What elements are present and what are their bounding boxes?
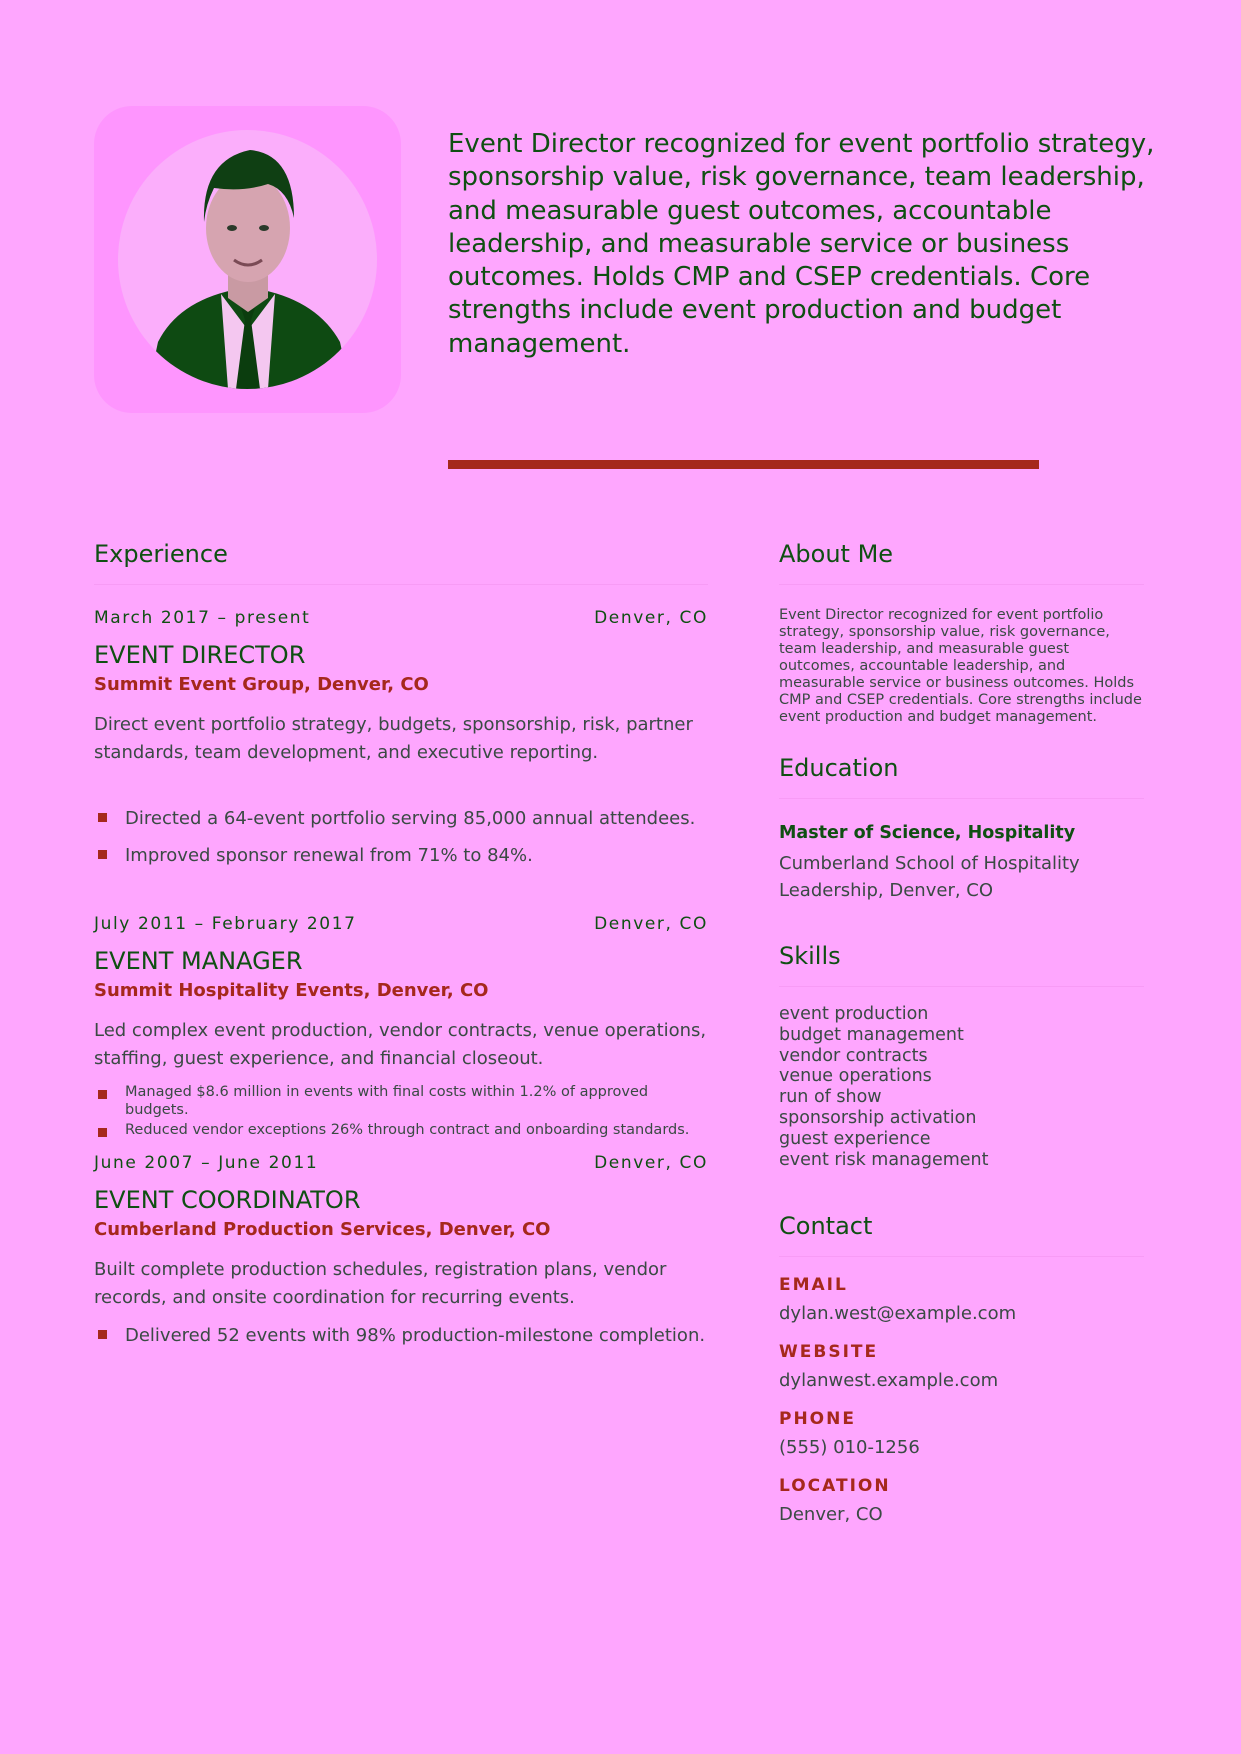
experience-title: Experience [94,540,708,585]
job-entry [94,1153,708,1348]
job-meta [94,1153,708,1173]
education-degree: Master of Science, Hospitality [779,823,1076,843]
contact-title: Contact [779,1212,1144,1257]
contact-label-website: WEBSITE [779,1342,879,1363]
person-silhouette-icon [118,130,377,389]
header-summary: Event Director recognized for event portfolio strategy, sponsorship value, risk governance, team leadership, and measurable guest outcomes, accountable leadership, and measurable service or business outcomes. Holds CMP and CSEP credentials. Core strengths include event production and budget management. [448,129,1155,359]
job-bullets [94,1083,708,1139]
bullet-square-icon [98,1090,107,1099]
bullet-square-icon [98,813,107,822]
list-item: Managed $8.6 million in events with final costs within 1.2% of approved budgets. [94,1083,708,1119]
skill-item: run of show [779,1087,882,1108]
job-dates: June 2007 – June 2011 [94,1153,319,1173]
job-dates: March 2017 – present [94,608,311,628]
job-entry [94,914,708,1139]
experience-section [94,540,708,1361]
job-location: Denver, CO [594,608,708,628]
job-meta [94,914,708,934]
profile-photo [118,130,377,389]
contact-website[interactable]: dylanwest.example.com [779,1370,999,1392]
contact-email[interactable]: dylan.west@example.com [779,1303,1017,1325]
bullet-square-icon [98,850,107,859]
job-company: Summit Event Group, Denver, CO [94,674,429,695]
skill-item: guest experience [779,1128,931,1149]
bullet-square-icon [98,1330,107,1339]
accent-divider [448,460,1039,469]
list-item: Delivered 52 events with 98% production-milestone completion. [94,1324,708,1348]
job-entry [94,608,708,868]
contact-list [779,1275,1144,1525]
bullet-square-icon [98,1128,107,1137]
about-text: Event Director recognized for event portfolio strategy, sponsorship value, risk governance, team leadership, and measurable guest outcomes, accountable leadership, and measurable service or business outcomes. Holds CMP and CSEP credentials. Core strengths include event production and budget management. [779,607,1142,725]
job-location: Denver, CO [594,914,708,934]
skills-list [779,1004,1144,1170]
list-item: Reduced vendor exceptions 26% through contract and onboarding standards. [94,1121,708,1139]
list-item: Improved sponsor renewal from 71% to 84%. [94,844,708,868]
job-description: Built complete production schedules, registration plans, vendor records, and onsite coordination for recurring events. [94,1259,667,1308]
job-meta [94,608,708,628]
contact-label-email: EMAIL [779,1275,848,1296]
job-bullets [94,1324,708,1348]
education-school: Cumberland School of Hospitality Leadership, Denver, CO [779,853,1080,901]
sidebar-column [779,540,1144,1525]
skill-item: event production [779,1004,929,1024]
skill-item: sponsorship activation [779,1107,977,1128]
job-title: EVENT DIRECTOR [94,641,306,669]
about-title: About Me [779,540,1144,585]
job-company: Summit Hospitality Events, Denver, CO [94,980,489,1001]
job-bullets [94,807,708,868]
job-company: Cumberland Production Services, Denver, CO [94,1219,551,1240]
job-location: Denver, CO [594,1153,708,1173]
skills-title: Skills [779,942,1144,987]
job-dates: July 2011 – February 2017 [94,914,357,934]
contact-location: Denver, CO [779,1504,883,1526]
skill-item: vendor contracts [779,1045,928,1066]
job-description: Led complex event production, vendor contracts, venue operations, staffing, guest experience, and financial closeout. [94,1020,707,1069]
contact-phone[interactable]: (555) 010-1256 [779,1437,920,1459]
education-title: Education [779,754,1144,799]
profile-photo-frame [94,106,401,413]
job-title: EVENT COORDINATOR [94,1186,361,1214]
skill-item: budget management [779,1024,964,1045]
job-description: Direct event portfolio strategy, budgets, sponsorship, risk, partner standards, team development, and executive reporting. [94,714,693,763]
contact-label-location: LOCATION [779,1476,891,1497]
skill-item: venue operations [779,1066,932,1087]
job-title: EVENT MANAGER [94,947,303,975]
contact-label-phone: PHONE [779,1409,856,1430]
skill-item: event risk management [779,1149,989,1170]
list-item: Directed a 64-event portfolio serving 85,000 annual attendees. [94,807,708,831]
